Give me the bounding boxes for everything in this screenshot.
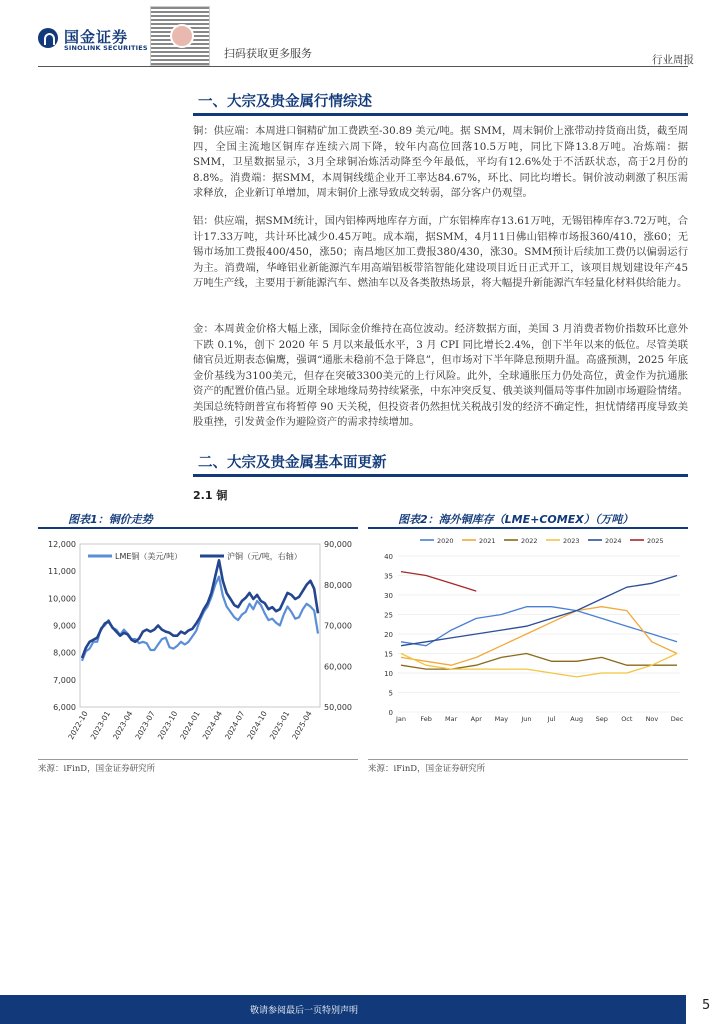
y-tick-label: 30 bbox=[384, 592, 393, 600]
para-copper: 铜：供应端：本周进口铜精矿加工费跌至-30.89 美元/吨。据 SMM，周末铜价上涨带动持货商出货，截至周四，全国主流地区铜库存连续六周下降，较年内高位回落10.5万吨，同比下降13.8万吨。冶炼端：据SMM，卫星数据显示，3月全球铜冶炼活动降至今年最低，平均有12.6%处于不活跃状态，高于2月份的8.8%。消费端：据SMM，本周铜线缆企业开工率达84.67%，环比、同比均增长。铜价波动刺激了积压需求释放，企业新订单增加，周末铜价上涨导致成交转弱，部分客户仍观望。 bbox=[193, 125, 688, 199]
figure1-source-line bbox=[38, 759, 358, 760]
x-tick-label: 2024-07 bbox=[223, 709, 247, 742]
y-right-tick-label: 90,000 bbox=[324, 540, 352, 549]
para-gold: 金：本周黄金价格大幅上涨，国际金价维持在高位波动。经济数据方面，美国 3 月消费者物价指数环比意外下跌 0.1%，创下 2020 年 5 月以来最低水平，3 月 CPI 同比增长2.4%，创下半年以来的低位。尽管美联储官员近期表态偏鹰，强调“通胀未稳前不急于降息”，但市场对下半年降息预期升温。高盛预测，2025 年底金价基线为3100美元，但存在突破3300美元的上行风险。此外，全球通胀压力仍处高位，黄金作为抗通胀资产的配置价值凸显。近期全球地缘局势持续紧张，中东冲突反复、俄美谈判僵局等事件加剧市场避险情绪。美国总统特朗普宣布将暂停 90 天关税，但投资者仍然担忧关税战引发的经济不确定性，担忧情绪再度导致美股重挫，引发黄金作为避险资产的需求持续增加。 bbox=[193, 323, 688, 428]
x-tick-label: Mar bbox=[445, 715, 458, 723]
legend-label: 2024 bbox=[605, 537, 622, 545]
y-tick-label: 10 bbox=[384, 670, 393, 678]
y-tick-label: 0 bbox=[388, 709, 393, 717]
y-tick-label: 15 bbox=[384, 650, 393, 659]
figure1-chart bbox=[38, 530, 358, 755]
legend-label: 2021 bbox=[479, 537, 496, 545]
x-tick-label: Jan bbox=[395, 715, 407, 723]
y-tick-label: 35 bbox=[384, 572, 393, 581]
x-tick-label: 2024-10 bbox=[245, 709, 269, 742]
report-type: 行业周报 bbox=[652, 54, 694, 66]
x-tick-label: 2023-01 bbox=[88, 709, 113, 742]
series-line-2 bbox=[82, 560, 318, 658]
legend-label: 沪铜（元/吨，右轴） bbox=[227, 552, 302, 561]
x-tick-label: Apr bbox=[470, 715, 482, 723]
section1-title: 一、大宗及贵金属行情综述 bbox=[198, 94, 372, 110]
x-tick-label: 2023-04 bbox=[111, 709, 135, 742]
legend-label: 2025 bbox=[647, 537, 664, 545]
y-right-tick-label: 50,000 bbox=[324, 703, 352, 712]
qr-caption: 扫码获取更多服务 bbox=[224, 47, 312, 60]
series-line-2025 bbox=[401, 572, 476, 592]
section2-title: 二、大宗及贵金属基本面更新 bbox=[198, 455, 387, 471]
y-tick-label: 5 bbox=[388, 689, 393, 698]
y-right-tick-label: 70,000 bbox=[324, 621, 352, 631]
x-tick-label: 2025-01 bbox=[267, 709, 292, 742]
x-tick-label: 2025-04 bbox=[290, 709, 314, 742]
figure1-title: 图表1：铜价走势 bbox=[68, 513, 153, 526]
x-tick-label: Dec bbox=[670, 715, 684, 723]
figure2-title: 图表2：海外铜库存（LME+COMEX）（万吨） bbox=[398, 513, 634, 526]
x-tick-label: Nov bbox=[645, 715, 659, 723]
para-aluminum: 铝：供应端，据SMM统计，国内铝棒两地库存方面，广东铝棒库存13.61万吨，无锡铝棒库存3.72万吨，合计17.33万吨，共计环比减少0.45万吨。成本端，据SMM，4月11日佛山铝棒市场报360/410，涨60；无锡市场加工费报400/450，涨50；南昌地区加工费报380/430，涨30。SMM预计后续加工费仍以偏弱运行为主。消费端，华峰铝业新能源汽车用高端铝板带箔智能化建设项目近日正式开工，该项目规划建设年产45万吨生产线，主要用于新能源汽车、燃油车以及各类散热场景，将大幅提升新能源汽车轻量化材料供给能力。 bbox=[193, 215, 688, 289]
brand-name: 国金证券 bbox=[64, 28, 129, 46]
section1-bar bbox=[193, 113, 688, 116]
x-tick-label: Jun bbox=[521, 715, 532, 723]
x-tick-label: Aug bbox=[570, 715, 583, 723]
y-left-tick-label: 9,000 bbox=[53, 621, 76, 631]
footer-disclaimer[interactable]: 敬请参阅最后一页特别声明 bbox=[250, 1006, 359, 1016]
series-line-2022 bbox=[401, 654, 677, 670]
header-divider bbox=[38, 66, 688, 67]
y-right-tick-label: 80,000 bbox=[324, 580, 352, 590]
y-left-tick-label: 12,000 bbox=[48, 540, 76, 549]
legend-label: 2023 bbox=[563, 537, 580, 545]
x-tick-label: Jul bbox=[547, 715, 556, 723]
x-tick-label: 2023-10 bbox=[155, 709, 180, 742]
figure2-title-line bbox=[368, 527, 688, 529]
subsection-title: 2.1 铜 bbox=[193, 489, 228, 502]
qr-code-center-icon bbox=[170, 24, 194, 48]
x-tick-label: Oct bbox=[621, 715, 633, 723]
x-tick-label: Feb bbox=[420, 715, 432, 723]
legend-label: LME铜（美元/吨） bbox=[115, 552, 183, 561]
x-tick-label: 2023-07 bbox=[133, 709, 157, 742]
figure2-source: 来源：iFinD，国金证券研究所 bbox=[368, 764, 486, 774]
section2-bar bbox=[193, 474, 688, 477]
x-tick-label: 2024-04 bbox=[200, 709, 225, 742]
y-right-tick-label: 60,000 bbox=[324, 662, 352, 672]
y-tick-label: 40 bbox=[384, 553, 393, 561]
x-tick-label: 2022-10 bbox=[66, 709, 90, 742]
y-tick-label: 25 bbox=[384, 611, 393, 620]
figure2-source-line bbox=[368, 759, 688, 760]
y-left-tick-label: 7,000 bbox=[53, 675, 76, 685]
y-left-tick-label: 10,000 bbox=[48, 594, 76, 604]
plot-frame bbox=[80, 544, 320, 707]
y-left-tick-label: 11,000 bbox=[48, 567, 76, 577]
figure2-chart bbox=[368, 530, 688, 755]
brand-name-en: SINOLINK SECURITIES bbox=[64, 44, 148, 52]
figure1-source: 来源：iFinD，国金证券研究所 bbox=[38, 764, 156, 774]
legend-label: 2022 bbox=[521, 537, 538, 545]
y-left-tick-label: 8,000 bbox=[53, 648, 76, 658]
page-number: 5 bbox=[702, 998, 711, 1013]
y-left-tick-label: 6,000 bbox=[53, 703, 76, 712]
y-tick-label: 20 bbox=[384, 631, 393, 639]
x-tick-label: Sep bbox=[595, 715, 608, 723]
figure1-title-line bbox=[38, 527, 358, 529]
x-tick-label: May bbox=[494, 715, 509, 723]
x-tick-label: 2024-01 bbox=[178, 709, 202, 742]
logo-icon bbox=[38, 28, 58, 48]
legend-label: 2020 bbox=[437, 537, 454, 545]
